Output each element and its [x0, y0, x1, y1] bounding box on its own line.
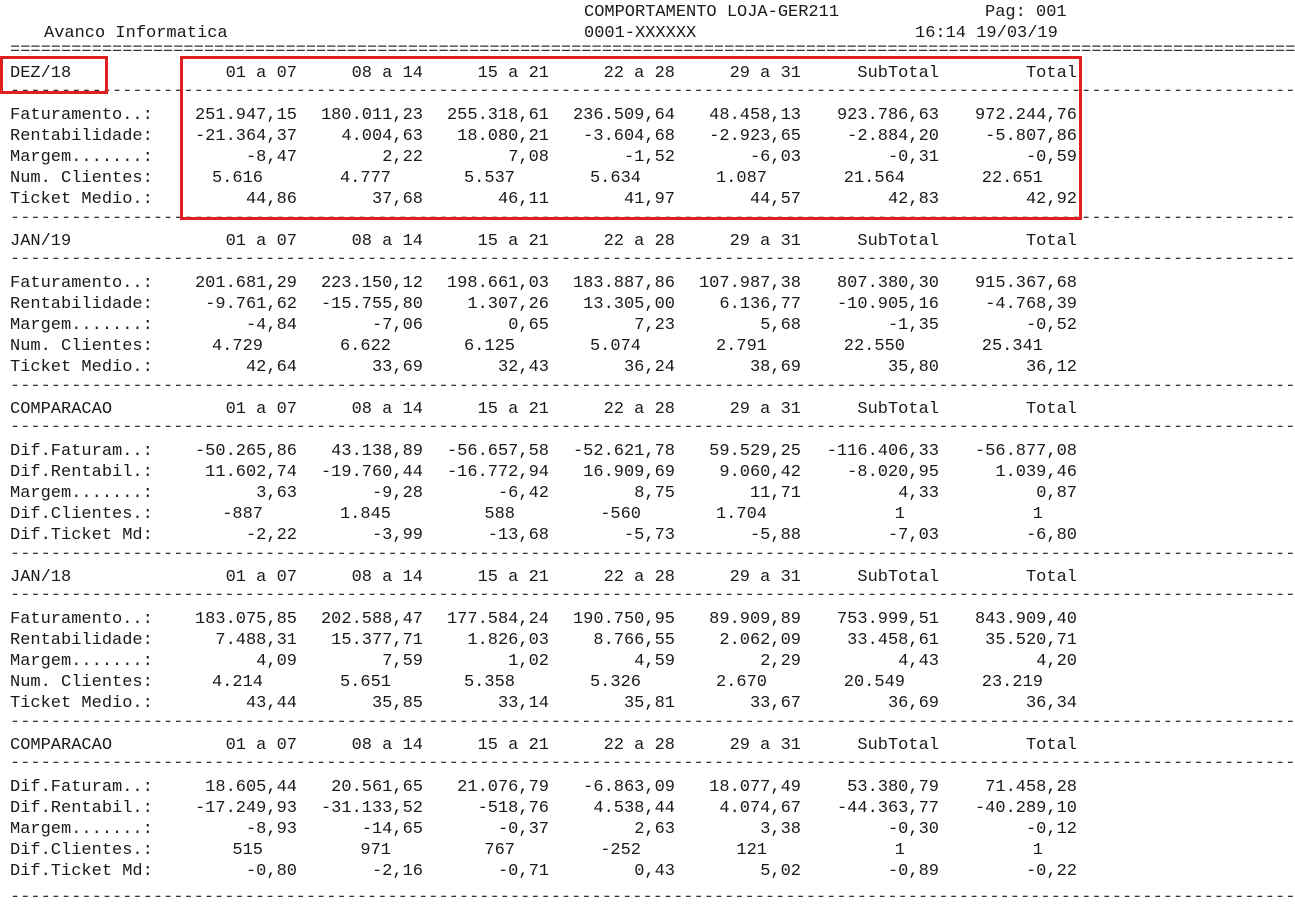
cell-col-total: -6,80: [1025, 526, 1077, 545]
row-label: Dif.Rentabil.:: [10, 463, 153, 482]
values-highlight-box: [180, 56, 1082, 220]
cell-col-08-14: 6.622: [339, 337, 391, 356]
section-header-row: [0, 567, 1090, 588]
cell-col-22-28: -3.604,68: [583, 127, 675, 146]
row-label: Margem.......:: [10, 484, 153, 503]
cell-col-08-14: 7,59: [382, 652, 423, 671]
cell-col-subtotal: -7,03: [887, 526, 939, 545]
header-separator: ------------------------------------------------------------------------------------------------------------------------------: [10, 586, 1295, 605]
row-label: Rentabilidade:: [10, 295, 153, 314]
column-header-col-01-07: 01 a 07: [225, 64, 297, 83]
column-header-col-22-28: 22 a 28: [603, 568, 675, 587]
cell-col-08-14: 1.845: [339, 505, 391, 524]
cell-col-subtotal: 21.564: [843, 169, 905, 188]
report-title: COMPORTAMENTO LOJA-GER211: [584, 3, 840, 22]
cell-col-08-14: 15.377,71: [331, 631, 423, 650]
cell-col-total: -40.289,10: [974, 799, 1077, 818]
cell-col-subtotal: 53.380,79: [847, 778, 939, 797]
cell-col-08-14: 37,68: [371, 190, 423, 209]
column-header-col-subtotal: SubTotal: [857, 64, 939, 83]
table-row: [0, 525, 1090, 546]
column-header-col-29-31: 29 a 31: [729, 736, 801, 755]
section-top-separator: ==============================================================================================================================: [10, 41, 1295, 60]
column-header-col-01-07: 01 a 07: [225, 736, 297, 755]
row-label: Ticket Medio.:: [10, 694, 153, 713]
column-header-col-29-31: 29 a 31: [729, 400, 801, 419]
column-header-col-01-07: 01 a 07: [225, 232, 297, 251]
cell-col-22-28: 35,81: [623, 694, 675, 713]
cell-col-08-14: 202.588,47: [320, 610, 423, 629]
section-period-title: DEZ/18: [10, 64, 72, 83]
row-label: Dif.Faturam..:: [10, 442, 153, 461]
cell-col-01-07: 201.681,29: [194, 274, 297, 293]
cell-col-22-28: -1,52: [623, 148, 675, 167]
cell-col-22-28: 4.538,44: [593, 799, 675, 818]
table-row: [0, 315, 1090, 336]
cell-col-01-07: 11.602,74: [205, 463, 297, 482]
cell-col-15-21: 21.076,79: [457, 778, 549, 797]
row-label: Ticket Medio.:: [10, 358, 153, 377]
cell-col-total: 25.341: [981, 337, 1043, 356]
cell-col-01-07: 183.075,85: [194, 610, 297, 629]
cell-col-15-21: 177.584,24: [446, 610, 549, 629]
cell-col-22-28: 236.509,64: [572, 106, 675, 125]
cell-col-29-31: 2,29: [760, 652, 801, 671]
cell-col-29-31: 2.670: [715, 673, 767, 692]
store-code: 0001-XXXXXX: [584, 24, 697, 43]
column-header-col-total: Total: [1025, 400, 1077, 419]
table-row: [0, 777, 1090, 798]
column-header-col-subtotal: SubTotal: [857, 232, 939, 251]
row-label: Rentabilidade:: [10, 127, 153, 146]
cell-col-29-31: -6,03: [749, 148, 801, 167]
cell-col-29-31: 1.704: [715, 505, 767, 524]
column-header-col-08-14: 08 a 14: [351, 568, 423, 587]
cell-col-total: -0,52: [1025, 316, 1077, 335]
cell-col-total: 36,12: [1025, 358, 1077, 377]
column-header-col-15-21: 15 a 21: [477, 232, 549, 251]
cell-col-01-07: -887: [222, 505, 263, 524]
section-top-separator: ------------------------------------------------------------------------------------------------------------------------------: [10, 545, 1295, 564]
cell-col-08-14: 223.150,12: [320, 274, 423, 293]
cell-col-22-28: 41,97: [623, 190, 675, 209]
section-period-title: JAN/18: [10, 568, 72, 587]
cell-col-29-31: 44,57: [749, 190, 801, 209]
cell-col-15-21: 1.826,03: [467, 631, 549, 650]
cell-col-subtotal: -2.884,20: [847, 127, 939, 146]
row-label: Num. Clientes:: [10, 337, 153, 356]
cell-col-15-21: 0,65: [508, 316, 549, 335]
cell-col-29-31: 33,67: [749, 694, 801, 713]
cell-col-29-31: 5,68: [760, 316, 801, 335]
column-header-col-total: Total: [1025, 232, 1077, 251]
cell-col-01-07: -4,84: [245, 316, 297, 335]
cell-col-01-07: -8,47: [245, 148, 297, 167]
report-datetime: 16:14 19/03/19: [915, 24, 1058, 43]
cell-col-subtotal: -0,89: [887, 862, 939, 881]
column-header-col-subtotal: SubTotal: [857, 400, 939, 419]
column-header-col-29-31: 29 a 31: [729, 64, 801, 83]
cell-col-15-21: 588: [484, 505, 515, 524]
cell-col-15-21: 6.125: [463, 337, 515, 356]
cell-col-22-28: 2,63: [634, 820, 675, 839]
table-row: [0, 441, 1090, 462]
company-name: Avanco Informatica: [44, 24, 228, 43]
cell-col-subtotal: -116.406,33: [826, 442, 939, 461]
row-label: Faturamento..:: [10, 106, 153, 125]
cell-col-08-14: 33,69: [371, 358, 423, 377]
cell-col-subtotal: 4,33: [898, 484, 939, 503]
cell-col-subtotal: 33.458,61: [847, 631, 939, 650]
cell-col-08-14: -14,65: [361, 820, 423, 839]
cell-col-01-07: 4.729: [211, 337, 263, 356]
column-header-col-22-28: 22 a 28: [603, 64, 675, 83]
cell-col-subtotal: -8.020,95: [847, 463, 939, 482]
cell-col-29-31: 38,69: [749, 358, 801, 377]
column-header-col-29-31: 29 a 31: [729, 568, 801, 587]
cell-col-total: 71.458,28: [985, 778, 1077, 797]
cell-col-subtotal: 20.549: [843, 673, 905, 692]
cell-col-total: 915.367,68: [974, 274, 1077, 293]
cell-col-01-07: 42,64: [245, 358, 297, 377]
table-row: [0, 462, 1090, 483]
row-label: Margem.......:: [10, 820, 153, 839]
cell-col-22-28: -560: [600, 505, 641, 524]
cell-col-22-28: 5.074: [589, 337, 641, 356]
cell-col-total: 35.520,71: [985, 631, 1077, 650]
cell-col-subtotal: 807.380,30: [836, 274, 939, 293]
row-label: Dif.Clientes.:: [10, 841, 153, 860]
column-header-col-total: Total: [1025, 736, 1077, 755]
cell-col-01-07: -0,80: [245, 862, 297, 881]
cell-col-total: 4,20: [1036, 652, 1077, 671]
cell-col-01-07: -17.249,93: [194, 799, 297, 818]
row-label: Faturamento..:: [10, 610, 153, 629]
column-header-col-08-14: 08 a 14: [351, 736, 423, 755]
table-row: [0, 294, 1090, 315]
table-row: [0, 840, 1090, 861]
cell-col-01-07: -21.364,37: [194, 127, 297, 146]
page-number: Pag: 001: [985, 3, 1067, 22]
header-separator: ------------------------------------------------------------------------------------------------------------------------------: [10, 250, 1295, 269]
cell-col-22-28: 5.326: [589, 673, 641, 692]
cell-col-15-21: 767: [484, 841, 515, 860]
cell-col-29-31: 2.791: [715, 337, 767, 356]
cell-col-15-21: -16.772,94: [446, 463, 549, 482]
cell-col-total: 843.909,40: [974, 610, 1077, 629]
row-label: Margem.......:: [10, 652, 153, 671]
cell-col-total: 0,87: [1036, 484, 1077, 503]
column-header-col-01-07: 01 a 07: [225, 568, 297, 587]
cell-col-subtotal: -1,35: [887, 316, 939, 335]
cell-col-29-31: 1.087: [715, 169, 767, 188]
cell-col-08-14: 4.777: [339, 169, 391, 188]
cell-col-total: -5.807,86: [985, 127, 1077, 146]
table-row: [0, 273, 1090, 294]
cell-col-15-21: 32,43: [497, 358, 549, 377]
cell-col-22-28: 7,23: [634, 316, 675, 335]
cell-col-subtotal: 42,83: [887, 190, 939, 209]
row-label: Dif.Faturam..:: [10, 778, 153, 797]
cell-col-total: 1: [1032, 841, 1043, 860]
report-bottom-separator: ------------------------------------------------------------------------------------------------------------------------------: [10, 888, 1295, 907]
cell-col-29-31: 89.909,89: [709, 610, 801, 629]
row-label: Dif.Ticket Md:: [10, 526, 153, 545]
cell-col-22-28: 4,59: [634, 652, 675, 671]
cell-col-total: -0,59: [1025, 148, 1077, 167]
cell-col-01-07: 43,44: [245, 694, 297, 713]
column-header-col-15-21: 15 a 21: [477, 400, 549, 419]
cell-col-08-14: 5.651: [339, 673, 391, 692]
header-separator: ------------------------------------------------------------------------------------------------------------------------------: [10, 418, 1295, 437]
section-header-row: [0, 735, 1090, 756]
header-separator: ------------------------------------------------------------------------------------------------------------------------------: [10, 82, 1295, 101]
column-header-col-subtotal: SubTotal: [857, 568, 939, 587]
cell-col-15-21: -13,68: [487, 526, 549, 545]
cell-col-subtotal: 22.550: [843, 337, 905, 356]
column-header-col-22-28: 22 a 28: [603, 400, 675, 419]
cell-col-subtotal: -0,31: [887, 148, 939, 167]
table-row: [0, 630, 1090, 651]
cell-col-08-14: -3,99: [371, 526, 423, 545]
cell-col-15-21: -6,42: [497, 484, 549, 503]
column-header-col-15-21: 15 a 21: [477, 736, 549, 755]
cell-col-29-31: 48.458,13: [709, 106, 801, 125]
header-separator: ------------------------------------------------------------------------------------------------------------------------------: [10, 754, 1295, 773]
cell-col-subtotal: -0,30: [887, 820, 939, 839]
row-label: Dif.Rentabil.:: [10, 799, 153, 818]
cell-col-08-14: -9,28: [371, 484, 423, 503]
cell-col-29-31: 3,38: [760, 820, 801, 839]
column-header-col-08-14: 08 a 14: [351, 232, 423, 251]
cell-col-15-21: 5.358: [463, 673, 515, 692]
cell-col-29-31: 6.136,77: [719, 295, 801, 314]
cell-col-08-14: -2,16: [371, 862, 423, 881]
table-row: [0, 336, 1090, 357]
column-header-col-01-07: 01 a 07: [225, 400, 297, 419]
cell-col-01-07: 4,09: [256, 652, 297, 671]
cell-col-29-31: 18.077,49: [709, 778, 801, 797]
cell-col-22-28: -5,73: [623, 526, 675, 545]
column-header-col-total: Total: [1025, 568, 1077, 587]
column-header-col-subtotal: SubTotal: [857, 736, 939, 755]
cell-col-01-07: 18.605,44: [205, 778, 297, 797]
cell-col-29-31: 4.074,67: [719, 799, 801, 818]
cell-col-22-28: -6.863,09: [583, 778, 675, 797]
cell-col-01-07: -8,93: [245, 820, 297, 839]
cell-col-total: -56.877,08: [974, 442, 1077, 461]
cell-col-15-21: 1,02: [508, 652, 549, 671]
cell-col-15-21: -0,37: [497, 820, 549, 839]
cell-col-15-21: -0,71: [497, 862, 549, 881]
cell-col-29-31: 121: [736, 841, 767, 860]
cell-col-22-28: 8.766,55: [593, 631, 675, 650]
cell-col-08-14: 20.561,65: [331, 778, 423, 797]
table-row: [0, 504, 1090, 525]
cell-col-22-28: 36,24: [623, 358, 675, 377]
table-row: [0, 861, 1090, 882]
cell-col-15-21: -56.657,58: [446, 442, 549, 461]
section-top-separator: ------------------------------------------------------------------------------------------------------------------------------: [10, 377, 1295, 396]
cell-col-01-07: 251.947,15: [194, 106, 297, 125]
cell-col-22-28: 190.750,95: [572, 610, 675, 629]
table-row: [0, 798, 1090, 819]
cell-col-08-14: 2,22: [382, 148, 423, 167]
cell-col-15-21: 46,11: [497, 190, 549, 209]
column-header-col-08-14: 08 a 14: [351, 64, 423, 83]
cell-col-01-07: 7.488,31: [215, 631, 297, 650]
cell-col-total: -0,12: [1025, 820, 1077, 839]
cell-col-15-21: -518,76: [477, 799, 549, 818]
cell-col-01-07: 4.214: [211, 673, 263, 692]
cell-col-subtotal: -10.905,16: [836, 295, 939, 314]
cell-col-01-07: -2,22: [245, 526, 297, 545]
row-label: Num. Clientes:: [10, 673, 153, 692]
cell-col-01-07: -9.761,62: [205, 295, 297, 314]
cell-col-15-21: 33,14: [497, 694, 549, 713]
cell-col-29-31: -2.923,65: [709, 127, 801, 146]
cell-col-subtotal: 1: [894, 841, 905, 860]
table-row: [0, 693, 1090, 714]
table-row: [0, 483, 1090, 504]
cell-col-total: -4.768,39: [985, 295, 1077, 314]
cell-col-subtotal: -44.363,77: [836, 799, 939, 818]
cell-col-total: 1: [1032, 505, 1043, 524]
cell-col-08-14: 35,85: [371, 694, 423, 713]
column-header-col-29-31: 29 a 31: [729, 232, 801, 251]
table-row: [0, 672, 1090, 693]
section-top-separator: ------------------------------------------------------------------------------------------------------------------------------: [10, 209, 1295, 228]
cell-col-08-14: -31.133,52: [320, 799, 423, 818]
section-period-title: COMPARACAO: [10, 736, 113, 755]
cell-col-29-31: 11,71: [749, 484, 801, 503]
cell-col-01-07: 515: [232, 841, 263, 860]
row-label: Margem.......:: [10, 316, 153, 335]
section-header-row: [0, 399, 1090, 420]
row-label: Faturamento..:: [10, 274, 153, 293]
cell-col-29-31: -5,88: [749, 526, 801, 545]
row-label: Num. Clientes:: [10, 169, 153, 188]
cell-col-subtotal: 36,69: [887, 694, 939, 713]
cell-col-29-31: 5,02: [760, 862, 801, 881]
cell-col-29-31: 107.987,38: [698, 274, 801, 293]
cell-col-01-07: 3,63: [256, 484, 297, 503]
column-header-col-15-21: 15 a 21: [477, 64, 549, 83]
column-header-col-22-28: 22 a 28: [603, 232, 675, 251]
cell-col-01-07: 5.616: [211, 169, 263, 188]
row-label: Margem.......:: [10, 148, 153, 167]
cell-col-15-21: 198.661,03: [446, 274, 549, 293]
cell-col-total: 36,34: [1025, 694, 1077, 713]
cell-col-29-31: 9.060,42: [719, 463, 801, 482]
cell-col-15-21: 7,08: [508, 148, 549, 167]
cell-col-08-14: -15.755,80: [320, 295, 423, 314]
cell-col-22-28: 8,75: [634, 484, 675, 503]
cell-col-subtotal: 1: [894, 505, 905, 524]
cell-col-22-28: 183.887,86: [572, 274, 675, 293]
column-header-col-08-14: 08 a 14: [351, 400, 423, 419]
cell-col-22-28: 16.909,69: [583, 463, 675, 482]
cell-col-22-28: 13.305,00: [583, 295, 675, 314]
table-row: [0, 609, 1090, 630]
cell-col-15-21: 18.080,21: [457, 127, 549, 146]
cell-col-08-14: -7,06: [371, 316, 423, 335]
row-label: Ticket Medio.:: [10, 190, 153, 209]
table-row: [0, 651, 1090, 672]
cell-col-total: 22.651: [981, 169, 1043, 188]
cell-col-08-14: 180.011,23: [320, 106, 423, 125]
cell-col-08-14: 4.004,63: [341, 127, 423, 146]
table-row: [0, 357, 1090, 378]
cell-col-total: 972.244,76: [974, 106, 1077, 125]
cell-col-29-31: 2.062,09: [719, 631, 801, 650]
row-label: Dif.Clientes.:: [10, 505, 153, 524]
cell-col-22-28: 5.634: [589, 169, 641, 188]
cell-col-22-28: -252: [600, 841, 641, 860]
cell-col-subtotal: 4,43: [898, 652, 939, 671]
cell-col-total: 42,92: [1025, 190, 1077, 209]
cell-col-01-07: -50.265,86: [194, 442, 297, 461]
cell-col-08-14: -19.760,44: [320, 463, 423, 482]
cell-col-08-14: 43.138,89: [331, 442, 423, 461]
cell-col-15-21: 5.537: [463, 169, 515, 188]
section-period-title: JAN/19: [10, 232, 72, 251]
cell-col-subtotal: 923.786,63: [836, 106, 939, 125]
cell-col-subtotal: 753.999,51: [836, 610, 939, 629]
cell-col-total: 23.219: [981, 673, 1043, 692]
table-row: [0, 819, 1090, 840]
column-header-col-total: Total: [1025, 64, 1077, 83]
section-header-row: [0, 231, 1090, 252]
section-period-title: COMPARACAO: [10, 400, 113, 419]
cell-col-22-28: 0,43: [634, 862, 675, 881]
cell-col-22-28: -52.621,78: [572, 442, 675, 461]
cell-col-01-07: 44,86: [245, 190, 297, 209]
section-top-separator: ------------------------------------------------------------------------------------------------------------------------------: [10, 713, 1295, 732]
cell-col-08-14: 971: [360, 841, 391, 860]
cell-col-15-21: 1.307,26: [467, 295, 549, 314]
row-label: Dif.Ticket Md:: [10, 862, 153, 881]
column-header-col-15-21: 15 a 21: [477, 568, 549, 587]
cell-col-total: 1.039,46: [995, 463, 1077, 482]
cell-col-total: -0,22: [1025, 862, 1077, 881]
row-label: Rentabilidade:: [10, 631, 153, 650]
period-highlight-box: [0, 56, 108, 94]
cell-col-subtotal: 35,80: [887, 358, 939, 377]
cell-col-29-31: 59.529,25: [709, 442, 801, 461]
cell-col-15-21: 255.318,61: [446, 106, 549, 125]
column-header-col-22-28: 22 a 28: [603, 736, 675, 755]
